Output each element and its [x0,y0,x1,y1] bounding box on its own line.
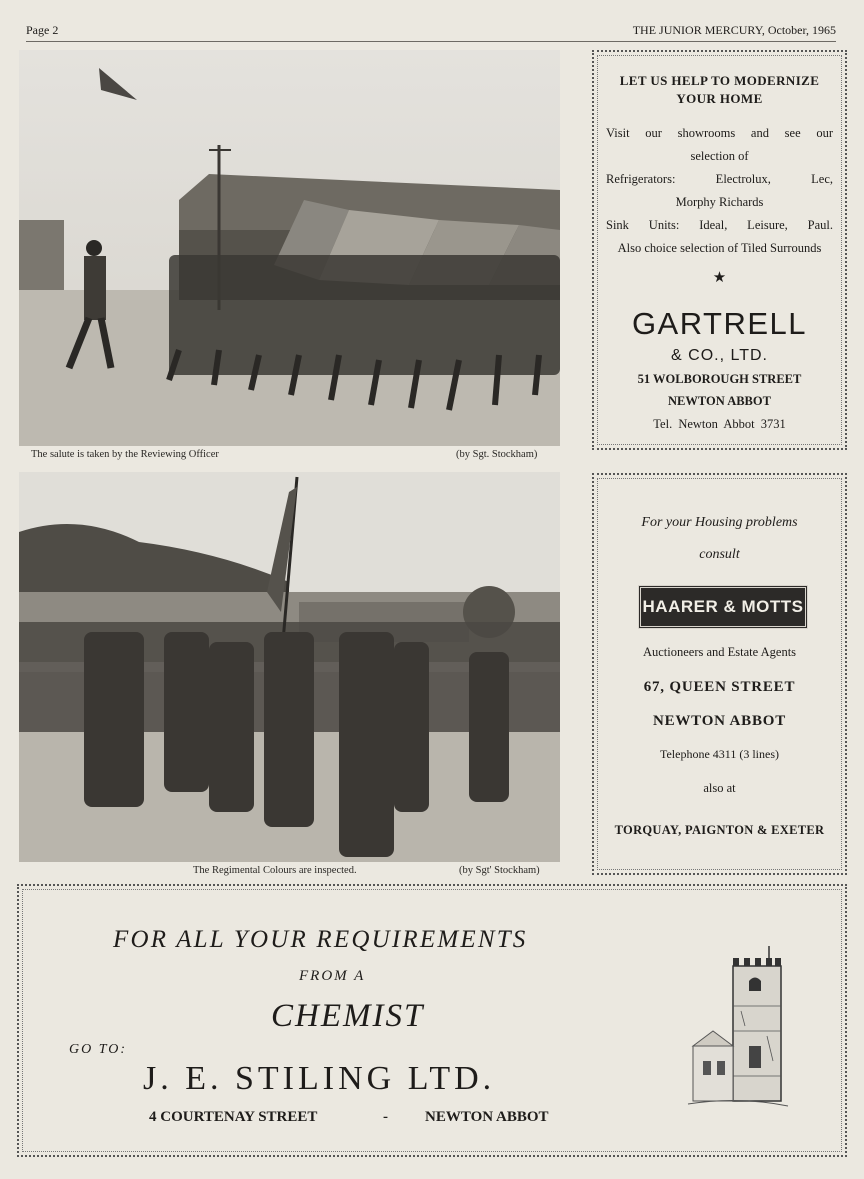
address-line: 4 COURTENAY STREET [149,1109,318,1125]
inspection-photo [19,472,560,862]
also-at: also at [703,781,736,795]
address-separator: - [383,1109,388,1125]
parade-photo [19,50,560,446]
telephone: Tel. Newton Abbot 3731 [653,417,786,431]
telephone: Telephone 4311 (3 lines) [659,747,779,761]
advert-body: Visit our showrooms and see our selection of Refrigerators: Electrolux, Lec, Morphy Richards Sink Units: Ideal, Leisure, Paul. Also choice selection of Tiled Surrounds [606,126,833,255]
church-tower-illustration [683,936,793,1116]
advert-consult: consult [699,547,740,562]
page-header [26,20,836,42]
photo-credit: (by Sgt. Stockham) [456,449,538,460]
advert-line-2: FROM A [299,968,366,984]
photo-caption: The salute is taken by the Reviewing Officer [31,449,219,460]
company-name: J. E. STILING LTD. [143,1060,496,1097]
company-suffix: & CO., LTD. [671,347,768,364]
advert-line-4: GO TO: [69,1042,128,1057]
chemist-advert [17,884,847,1157]
gartrell-advert [592,50,847,450]
haarer-motts-advert [592,473,847,875]
company-name: GARTRELL [631,306,808,341]
advert-line-3: CHEMIST [271,998,425,1034]
address-town: NEWTON ABBOT [668,394,771,408]
star-icon: ★ [712,270,727,286]
address-town: NEWTON ABBOT [652,713,787,729]
address-town: NEWTON ABBOT [425,1109,549,1125]
branch-towns: TORQUAY, PAIGNTON & EXETER [614,823,825,837]
company-description: Auctioneers and Estate Agents [642,645,797,659]
advert-intro: For your Housing problems [641,515,798,530]
advert-line-1: FOR ALL YOUR REQUIREMENTS [113,926,528,953]
address-line: 67, QUEEN STREET [643,679,796,695]
photo-credit: (by Sgt' Stockham) [459,865,540,876]
page-number: Page 2 [26,23,59,37]
photo-caption: The Regimental Colours are inspected. [193,865,357,876]
company-logo: HAARER & MOTTS [638,585,808,629]
publication-title: THE JUNIOR MERCURY, October, 1965 [632,23,836,37]
advert-headline: LET US HELP TO MODERNIZE YOUR HOME [619,73,820,106]
address-line: 51 WOLBOROUGH STREET [637,372,802,386]
